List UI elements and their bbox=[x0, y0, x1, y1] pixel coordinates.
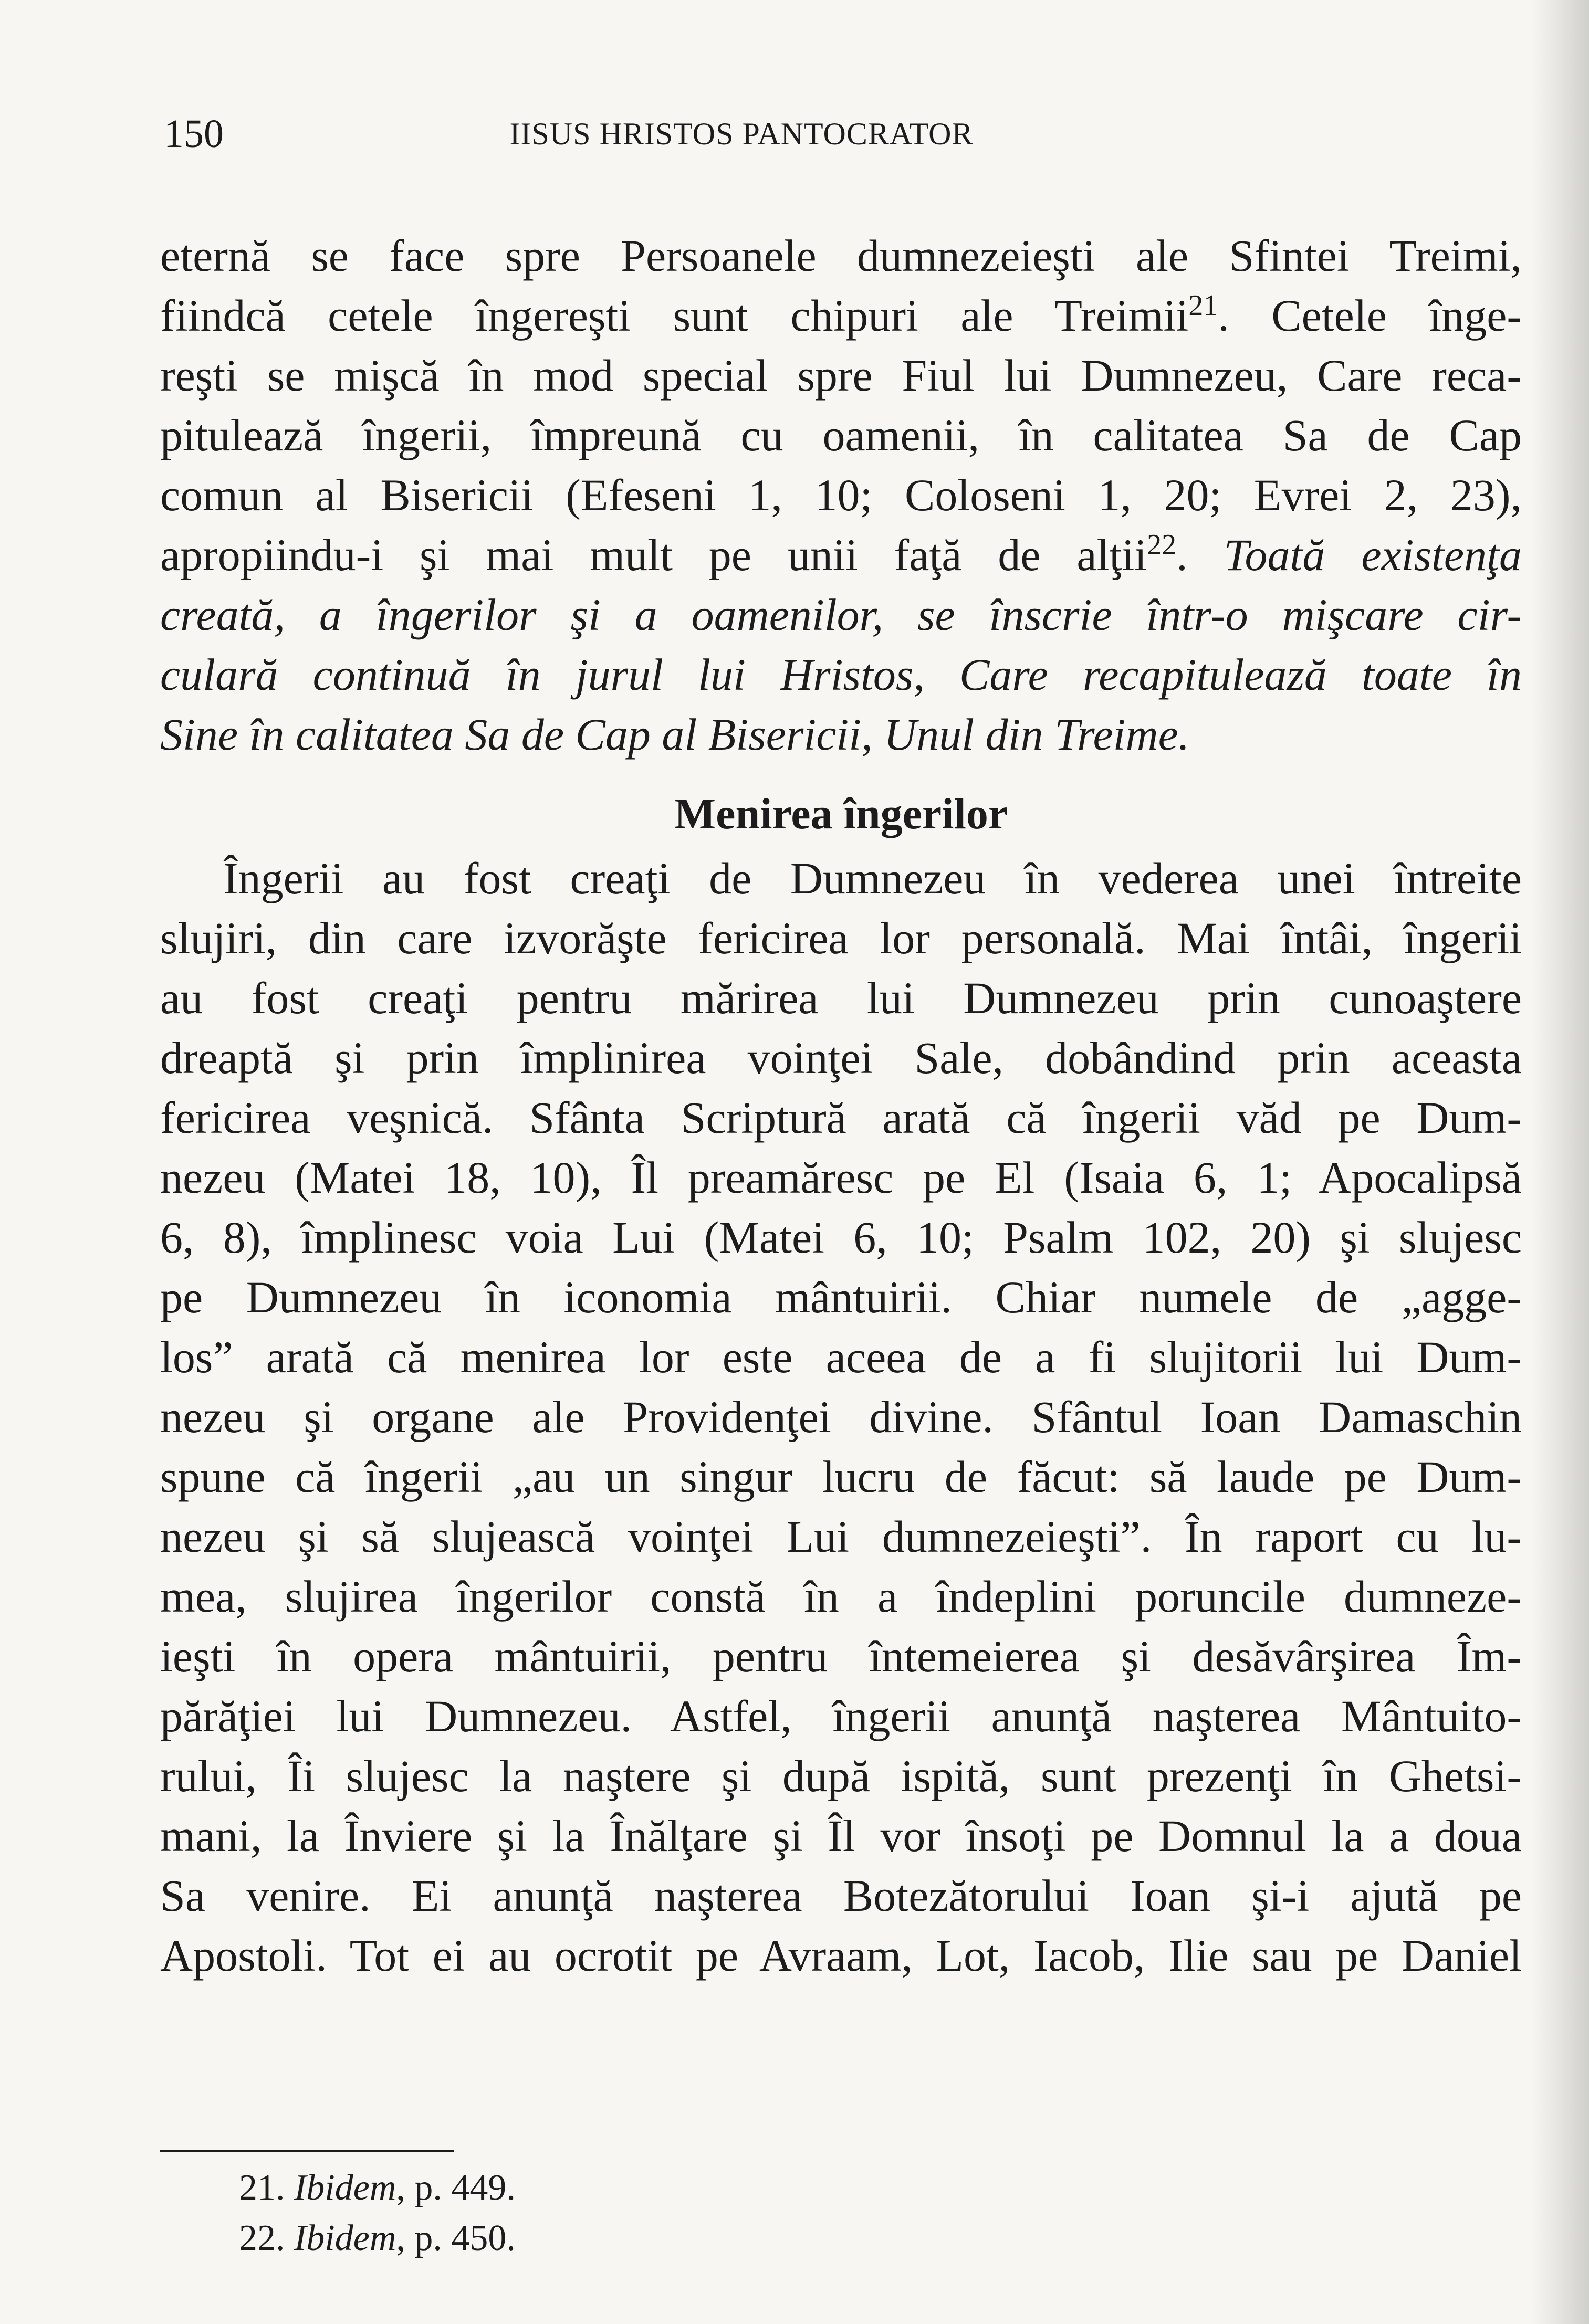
text-line: comun al Bisericii (Efeseni 1, 10; Coloseni 1, 20; Evrei 2, 23), bbox=[160, 470, 1522, 520]
footnote-source: Ibidem bbox=[294, 2168, 396, 2208]
text-line bbox=[160, 525, 1522, 585]
footnote-ref-22: 22 bbox=[1147, 529, 1177, 561]
text-line: eternă se face spre Persoanele dumnezeieşti ale Sfintei Treimi, bbox=[160, 230, 1522, 281]
text-line: au fost creaţi pentru mărirea lui Dumnezeu prin cunoaştere bbox=[160, 973, 1522, 1023]
text-line: părăţiei lui Dumnezeu. Astfel, îngerii anunţă naşterea Mântuito- bbox=[160, 1691, 1522, 1741]
footnote-page: , p. 450. bbox=[396, 2218, 516, 2258]
text-line: nezeu şi să slujească voinţei Lui dumnezeieşti”. În raport cu lu- bbox=[160, 1511, 1522, 1562]
footnotes bbox=[239, 2163, 1184, 2264]
text-line: ieşti în opera mântuirii, pentru întemeierea şi desăvârşirea Îm- bbox=[160, 1631, 1522, 1681]
text-line: nezeu şi organe ale Providenţei divine. Sfântul Ioan Damaschin bbox=[160, 1392, 1522, 1442]
text-line: nezeu (Matei 18, 10), Îl preamăresc pe El (Isaia 6, 1; Apocalipsă bbox=[160, 1152, 1522, 1203]
text-segment: . bbox=[1176, 530, 1224, 580]
text-line: pe Dumnezeu în iconomia mântuirii. Chiar numele de „agge- bbox=[160, 1272, 1522, 1322]
footnote-page: , p. 449. bbox=[396, 2168, 516, 2208]
text-line: mea, slujirea îngerilor constă în a îndeplini poruncile dumneze- bbox=[160, 1571, 1522, 1622]
footnote-21 bbox=[239, 2163, 1184, 2213]
italic-segment: Toată existenţa bbox=[1224, 530, 1522, 580]
text-line: reşti se mişcă în mod special spre Fiul lui Dumnezeu, Care reca- bbox=[160, 350, 1522, 401]
text-line: culară continuă în jurul lui Hristos, Care recapitulează toate în bbox=[160, 649, 1522, 700]
text-line: creată, a îngerilor şi a oamenilor, se înscrie într-o mişcare cir- bbox=[160, 590, 1522, 640]
text-line: 6, 8), împlinesc voia Lui (Matei 6, 10; Psalm 102, 20) şi slujesc bbox=[160, 1212, 1522, 1263]
text-segment: apropiindu-i şi mai mult pe unii faţă de alţii bbox=[160, 530, 1147, 580]
section-heading: Menirea îngerilor bbox=[674, 790, 1008, 838]
running-title: IISUS HRISTOS PANTOCRATOR bbox=[509, 117, 974, 151]
text-line: Apostoli. Tot ei au ocrotit pe Avraam, Lot, Iacob, Ilie sau pe Daniel bbox=[160, 1930, 1522, 1981]
text-line: Îngerii au fost creaţi de Dumnezeu în vederea unei întreite bbox=[223, 853, 1522, 903]
text-segment: fiindcă cetele îngereşti sunt chipuri ale Treimii bbox=[160, 290, 1189, 341]
footnote-number: 21. bbox=[239, 2168, 294, 2208]
text-line: mani, la Înviere şi la Înălţare şi Îl vor însoţi pe Domnul la a doua bbox=[160, 1811, 1522, 1861]
text-line: Sine în calitatea Sa de Cap al Bisericii, Unul din Treime. bbox=[160, 709, 1190, 760]
text-line: los” arată că menirea lor este aceea de a fi slujitorii lui Dum- bbox=[160, 1332, 1522, 1382]
page-edge-shadow bbox=[1531, 0, 1589, 2324]
text-line: fericirea veşnică. Sfânta Scriptură arată că îngerii văd pe Dum- bbox=[160, 1092, 1522, 1143]
text-line: dreaptă şi prin împlinirea voinţei Sale, dobândind prin aceasta bbox=[160, 1033, 1522, 1083]
text-line: spune că îngerii „au un singur lucru de făcut: să laude pe Dum- bbox=[160, 1452, 1522, 1502]
text-segment: . Cetele înge- bbox=[1218, 290, 1522, 341]
page-number: 150 bbox=[164, 112, 224, 156]
text-line: rului, Îi slujesc la naştere şi după ispită, sunt prezenţi în Ghetsi- bbox=[160, 1751, 1522, 1801]
footnote-divider bbox=[160, 2150, 454, 2152]
text-line: pitulează îngerii, împreună cu oamenii, în calitatea Sa de Cap bbox=[160, 410, 1522, 460]
text-line bbox=[160, 286, 1522, 345]
footnote-number: 22. bbox=[239, 2218, 294, 2258]
text-line: Sa venire. Ei anunţă naşterea Botezătorului Ioan şi-i ajută pe bbox=[160, 1870, 1522, 1921]
body-text bbox=[160, 226, 1522, 1985]
footnote-22 bbox=[239, 2213, 1184, 2264]
footnote-ref-21: 21 bbox=[1188, 289, 1218, 322]
text-line: slujiri, din care izvorăşte fericirea lor personală. Mai întâi, îngerii bbox=[160, 913, 1522, 963]
footnote-source: Ibidem bbox=[294, 2218, 396, 2258]
page-header bbox=[164, 105, 1529, 163]
